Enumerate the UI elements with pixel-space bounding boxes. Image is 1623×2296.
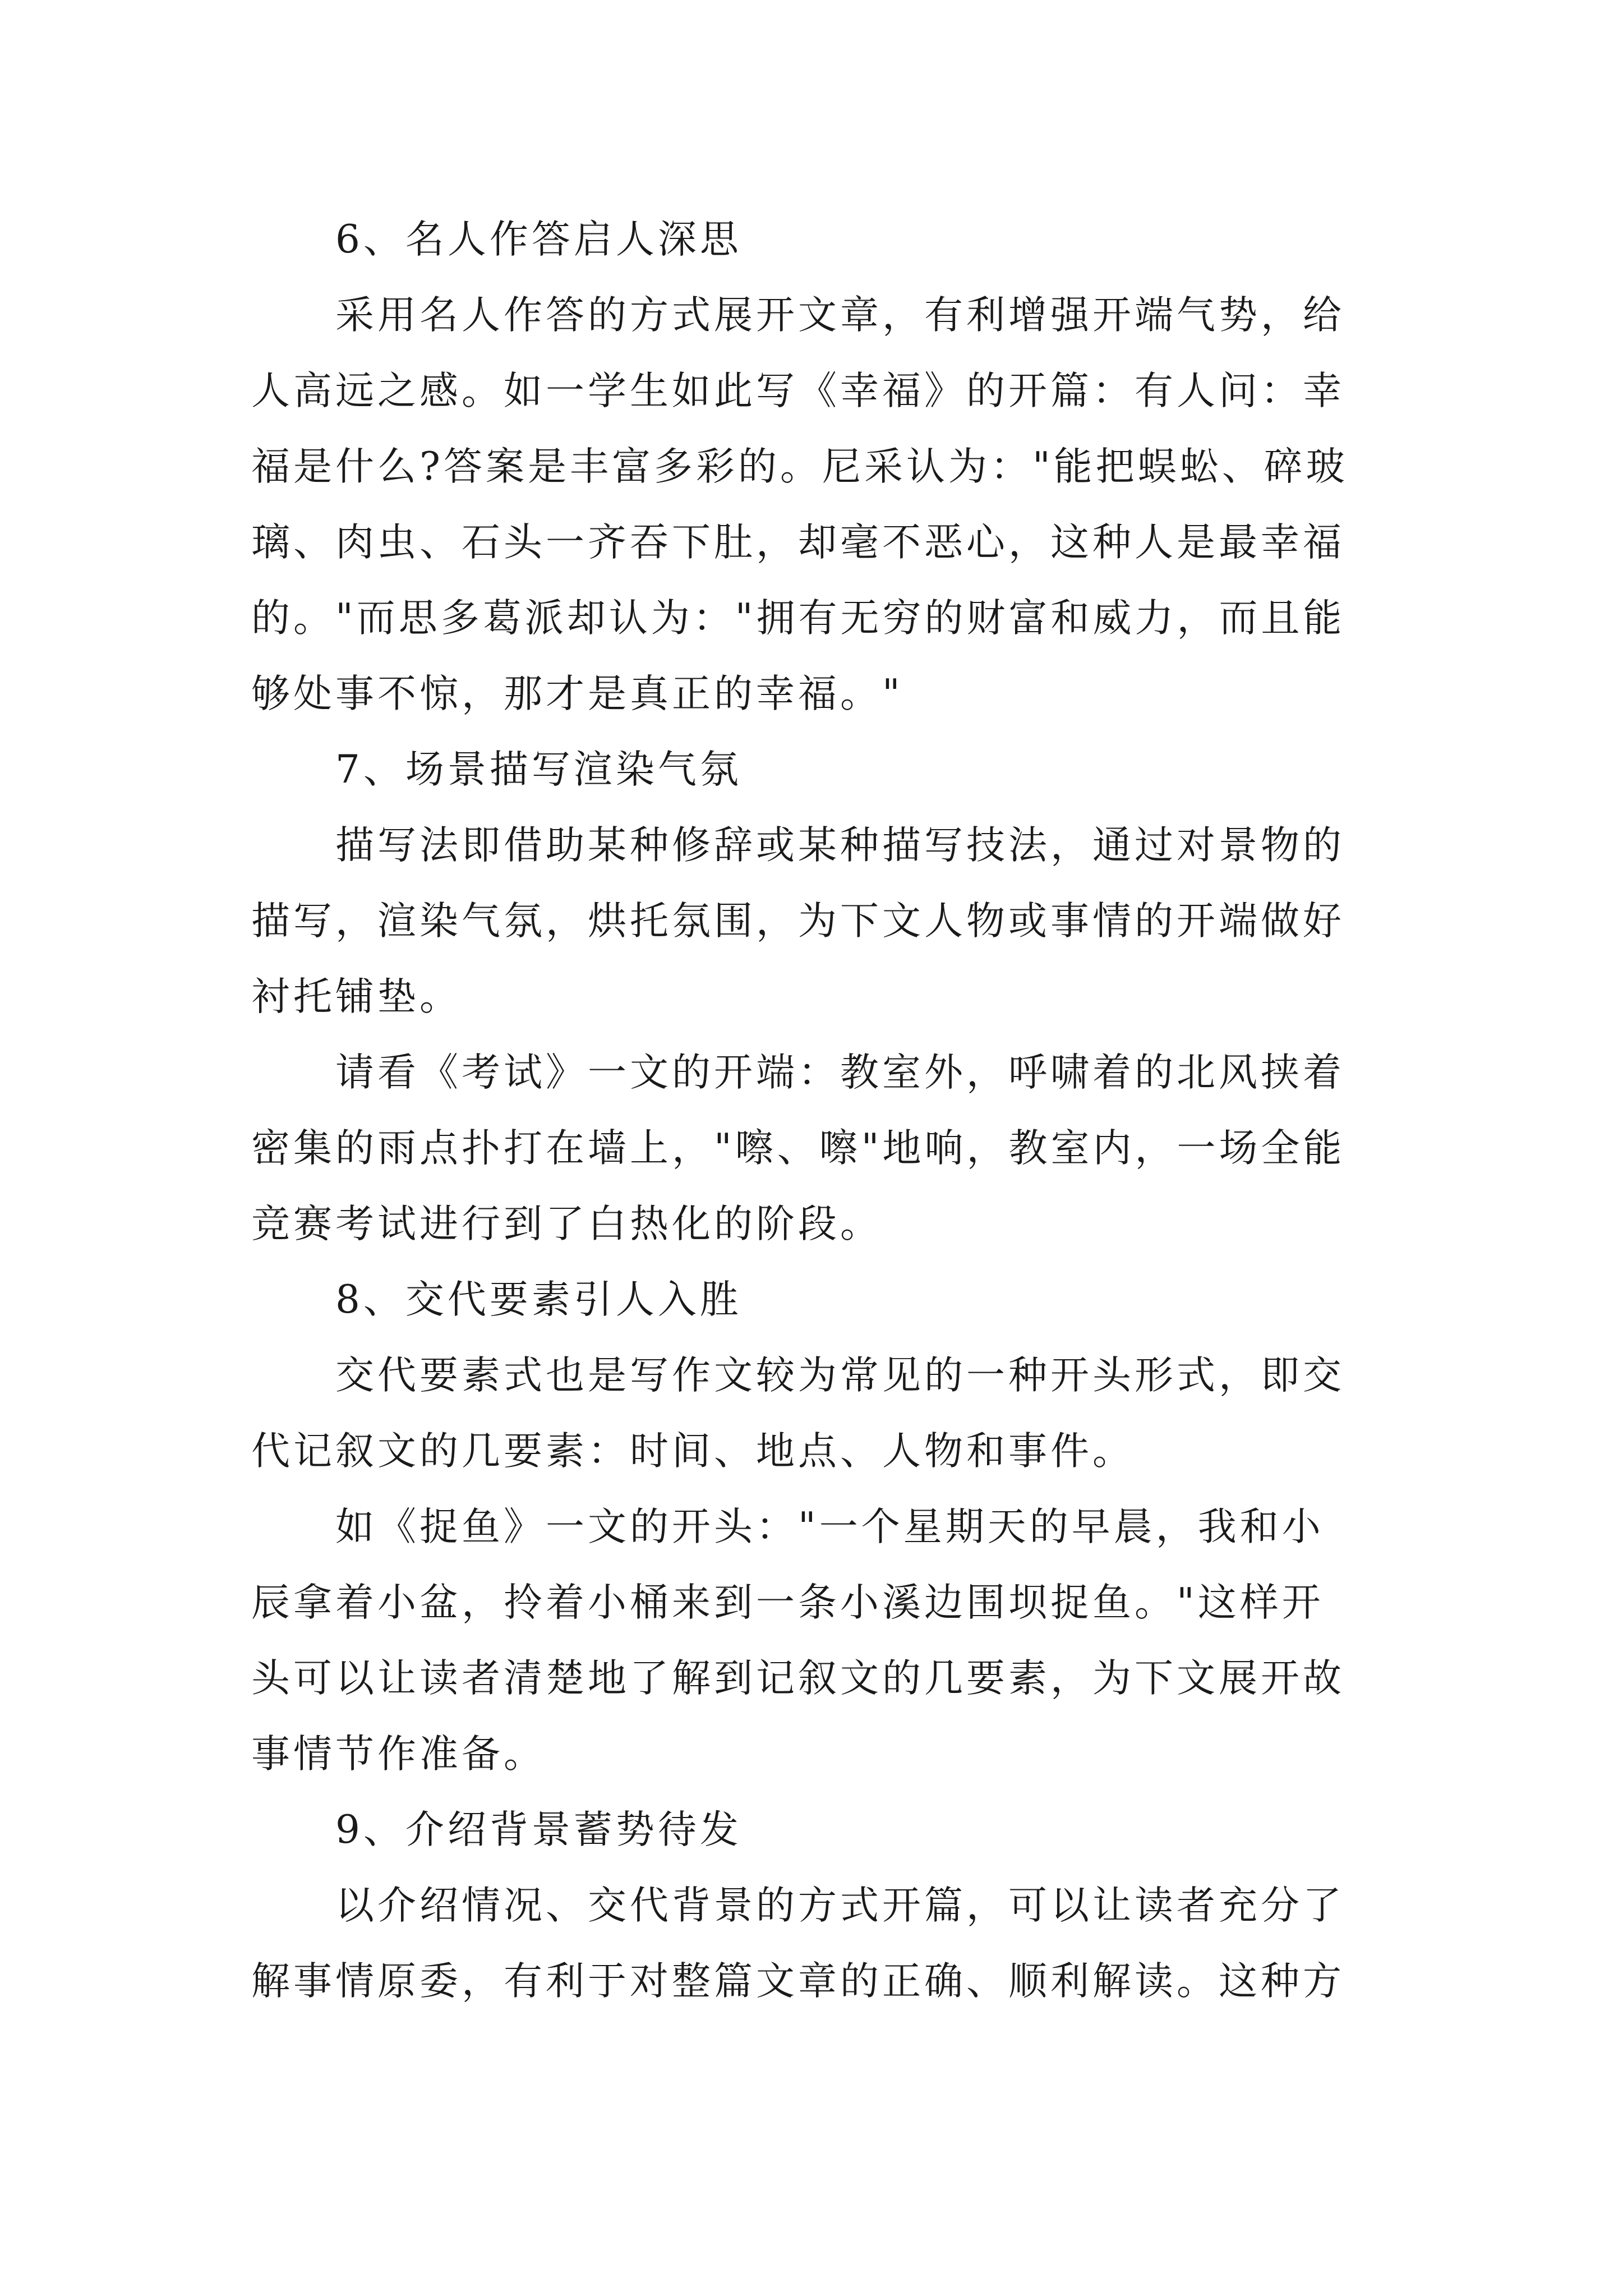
text-line: 福是什么?答案是丰富多彩的。尼采认为："能把蜈蚣、碎玻: [251, 444, 1348, 489]
text-line: 竞赛考试进行到了白热化的阶段。: [251, 1202, 882, 1246]
text-line: 事情节作准备。: [251, 1732, 546, 1777]
text-line: 解事情原委，有利于对整篇文章的正确、顺利解读。这种方: [251, 1959, 1345, 2004]
text-line: 8、交代要素引人入胜: [335, 1277, 742, 1322]
text-line: 够处事不惊，那才是真正的幸福。": [251, 671, 903, 716]
text-line: 璃、肉虫、石头一齐吞下肚，却毫不恶心，这种人是最幸福: [251, 520, 1345, 565]
text-line: 密集的雨点扑打在墙上，"嚓、嚓"地响，教室内，一场全能: [251, 1126, 1345, 1171]
text-line: 的。"而思多葛派却认为："拥有无穷的财富和威力，而且能: [251, 596, 1345, 641]
text-line: 7、场景描写渲染气氛: [335, 747, 742, 792]
text-line: 衬托铺垫。: [251, 974, 462, 1019]
text-line: 辰拿着小盆，拎着小桶来到一条小溪边围坝捉鱼。"这样开: [251, 1580, 1324, 1625]
text-line: 代记叙文的几要素：时间、地点、人物和事件。: [251, 1429, 1135, 1474]
text-line: 以介绍情况、交代背景的方式开篇，可以让读者充分了: [335, 1883, 1345, 1928]
text-line: 6、名人作答启人深思: [335, 217, 742, 262]
text-line: 人高远之感。如一学生如此写《幸福》的开篇：有人问：幸: [251, 369, 1345, 413]
text-line: 采用名人作答的方式展开文章，有利增强开端气势，给: [335, 293, 1345, 338]
document-body: [251, 202, 1381, 2019]
text-line: 如《捉鱼》一文的开头："一个星期天的早晨，我和小: [335, 1504, 1324, 1549]
text-line: 9、介绍背景蓄势待发: [335, 1807, 742, 1852]
text-line: 头可以让读者清楚地了解到记叙文的几要素，为下文展开故: [251, 1656, 1345, 1701]
text-line: 描写，渲染气氛，烘托氛围，为下文人物或事情的开端做好: [251, 899, 1345, 944]
text-line: 描写法即借助某种修辞或某种描写技法，通过对景物的: [335, 823, 1345, 868]
text-line: 请看《考试》一文的开端：教室外，呼啸着的北风挟着: [335, 1050, 1345, 1095]
text-line: 交代要素式也是写作文较为常见的一种开头形式，即交: [335, 1353, 1345, 1398]
